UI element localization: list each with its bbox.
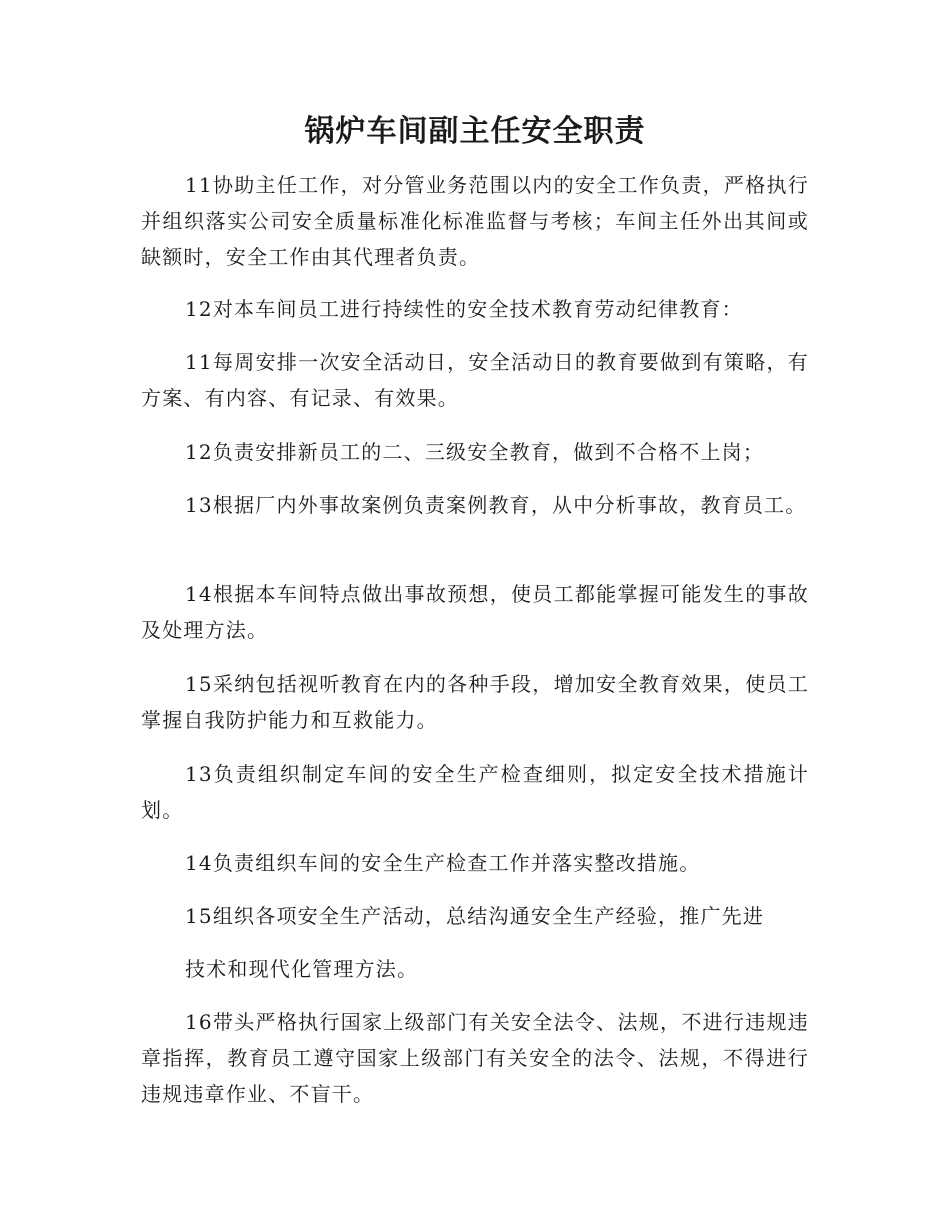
- paragraph-11: 技术和现代化管理方法。: [185, 957, 419, 981]
- document-title: 锅炉车间副主任安全职责: [304, 114, 646, 149]
- paragraph-3: 11每周安排一次安全活动日，安全活动日的教育要做到有策略，有方案、有内容、有记录、有效果。: [141, 350, 809, 410]
- paragraph-9: 14负责组织车间的安全生产检查工作并落实整改措施。: [185, 851, 701, 875]
- paragraph-8: 13负责组织制定车间的安全生产检查细则，拟定安全技术措施计划。: [141, 762, 809, 822]
- paragraph-12: 16带头严格执行国家上级部门有关安全法令、法规，不进行违规违章指挥，教育员工遵守国家上级部门有关安全的法令、法规，不得进行违规违章作业、不盲干。: [141, 1010, 809, 1106]
- paragraph-4: 12负责安排新员工的二、三级安全教育，做到不合格不上岗；: [185, 440, 765, 464]
- paragraph-6: 14根据本车间特点做出事故预想，使员工都能掌握可能发生的事故及处理方法。: [141, 582, 809, 642]
- paragraph-5: 13根据厂内外事故案例负责案例教育，从中分析事故，教育员工。: [185, 493, 807, 517]
- paragraph-10: 15组织各项安全生产活动，总结沟通安全生产经验，推广先进: [185, 904, 765, 928]
- paragraph-7: 15采纳包括视听教育在内的各种手段，增加安全教育效果，使员工掌握自我防护能力和互救能力。: [141, 672, 809, 732]
- paragraph-1: 11协助主任工作，对分管业务范围以内的安全工作负责，严格执行并组织落实公司安全质量标准化标准监督与考核；车间主任外出其间或缺额时，安全工作由其代理者负责。: [141, 173, 809, 269]
- paragraph-2: 12对本车间员工进行持续性的安全技术教育劳动纪律教育：: [185, 297, 743, 321]
